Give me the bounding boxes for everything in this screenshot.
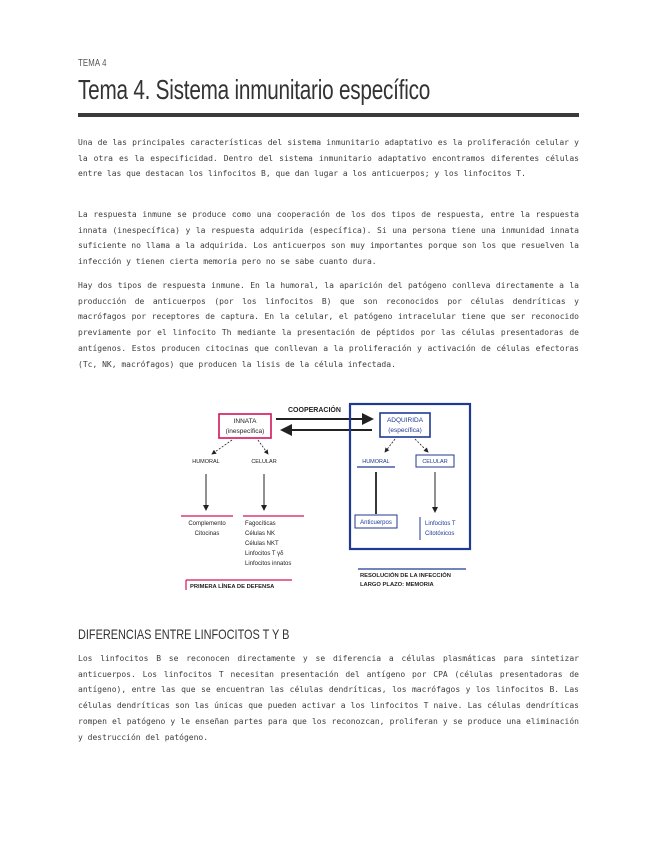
innate-subtitle: (inespecífica): [225, 428, 265, 435]
innate-cellular-item: Células NKT: [245, 541, 279, 547]
paragraph-cooperation: La respuesta inmune se produce como una cooperación de los dos tipos de respuesta, entre la respuesta innata (inespecífica) y la respuesta adquirida (específica). Si una persona tiene una inmunidad innata suficiente no llama a la adquirida. Los anticuerpos son muy importantes porque son los que resuelven la infección y tienen cierta memoria pero no se sabe cuanto dura.: [78, 210, 579, 267]
acquired-subtitle: (específica): [388, 427, 422, 434]
innate-footer: PRIMERA LÍNEA DE DEFENSA: [190, 584, 275, 590]
paragraph-differences: Los linfocitos B se reconocen directamente y se diferencia a células plasmáticas para sintetizar anticuerpos. Los linfocitos T necesitan presentación del antígeno por CPA (células presentadoras de antígeno), entre las que se encuentran las células dendríticas, los macrófagos y los linfocitos B. Las células dendríticas son las únicas que pueden activar a los linfocitos T naive. Las células dendríticas rompen el patógeno y le enseñan partes para que los reconozcan, proliferan y se produce una eliminación y destrucción del patógeno.: [78, 654, 579, 742]
acquired-cellular-item: Linfocitos T: [425, 521, 456, 527]
innate-cellular-item: Fagocíticas: [245, 521, 276, 527]
acquired-cellular-label: CELULAR: [422, 459, 448, 465]
acquired-humoral-item: Anticuerpos: [360, 520, 392, 526]
section-heading: DIFERENCIAS ENTRE LINFOCITOS T Y B: [78, 626, 290, 642]
innate-humoral-branch: [212, 440, 232, 454]
acquired-footer-line-1: RESOLUCIÓN DE LA INFECCIÓN: [360, 573, 451, 579]
acquired-humoral-branch: [385, 439, 395, 452]
innate-humoral-item: Citocinas: [194, 531, 220, 537]
acquired-cellular-branch: [415, 439, 428, 452]
innate-cellular-item: Células NK: [245, 531, 276, 537]
acquired-title: ADQUIRIDA: [386, 417, 424, 424]
acquired-cellular-item: Citotóxicos: [425, 531, 455, 537]
innate-humoral-item: Complemento: [188, 521, 226, 527]
page-title: Tema 4. Sistema inmunitario específico: [78, 74, 431, 105]
innate-cellular-branch: [258, 440, 268, 454]
innate-humoral-label: HUMORAL: [192, 459, 220, 465]
cooperation-label: COOPERACIÓN: [288, 407, 341, 414]
acquired-frame: [350, 404, 470, 549]
acquired-humoral-label: HUMORAL: [362, 459, 390, 465]
paragraph-response-types: Hay dos tipos de respuesta inmune. En la humoral, la aparición del patógeno conlleva directamente a la producción de anticuerpos (por los linfocitos B) que son reconocidos por células dendríticas y macrófagos por receptores de captura. En la celular, el patógeno intracelular tiene que ser reconocido previamente por el linfocito Th mediante la presentación de péptidos por las células presentadoras de antígenos. Estos producen citocinas que conllevan a la proliferación y activación de células efectoras (Tc, NK, macrófagos) que producen la lisis de la célula infectada.: [78, 281, 579, 369]
innate-title: INNATA: [233, 418, 257, 425]
section-kicker: TEMA 4: [78, 58, 107, 69]
acquired-footer-line-2: LARGO PLAZO: MEMORIA: [360, 582, 434, 588]
innate-cellular-item: Linfocitos T γδ: [245, 551, 284, 557]
paragraph-intro: Una de las principales características del sistema inmunitario adaptativo es la proliferación celular y la otra es la especificidad. Dentro del sistema inmunitario adaptativo encontramos diferentes células entre las que destacan los linfocitos B, que dan lugar a los anticuerpos; y los linfocitos T.: [78, 138, 579, 179]
innate-cellular-label: CELULAR: [251, 459, 277, 465]
innate-cellular-item: Linfocitos innatos: [245, 561, 292, 567]
